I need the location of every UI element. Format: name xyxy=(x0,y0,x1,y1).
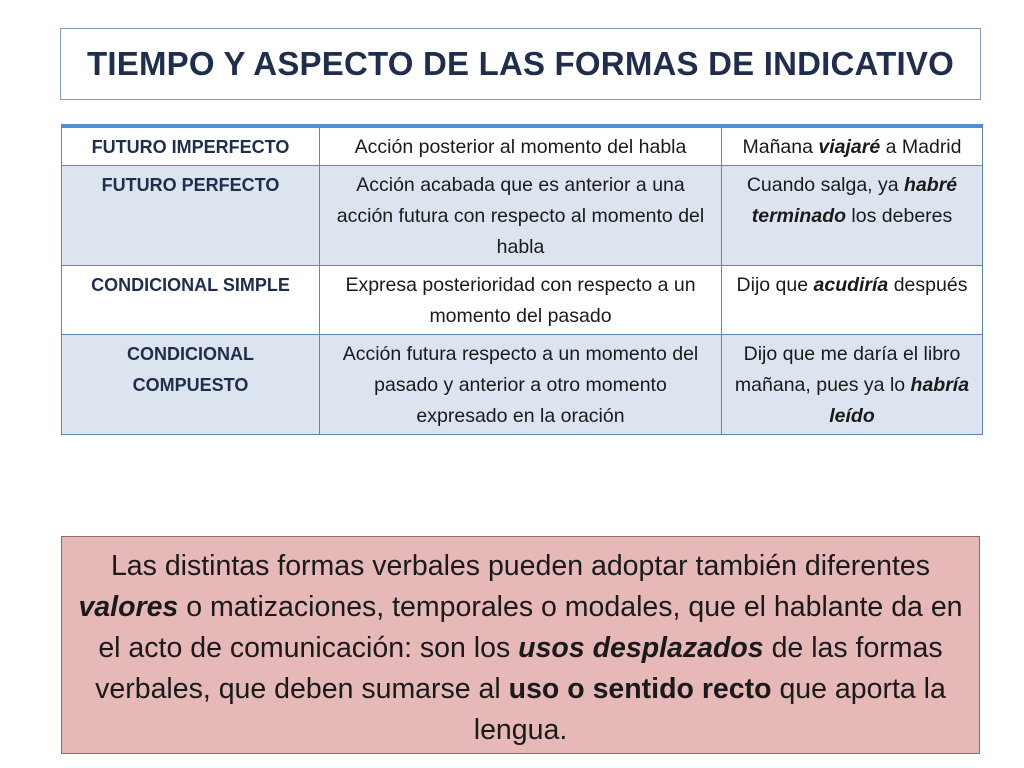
note-text: o matizaciones, temporales o modales, que el hablante da en el acto de comunicación: son los xyxy=(98,591,963,664)
row-example xyxy=(722,335,983,435)
row-description: Acción posterior al momento del habla xyxy=(320,126,722,166)
row-example xyxy=(722,266,983,335)
row-label: FUTURO PERFECTO xyxy=(62,166,320,266)
note-box xyxy=(61,536,980,754)
example-text: Cuando salga, ya xyxy=(746,174,905,196)
example-text: los deberes xyxy=(846,205,953,227)
note-text: de las formas verbales, que deben sumarse al xyxy=(95,632,943,705)
row-description: Expresa posterioridad con respecto a un momento del pasado xyxy=(320,266,722,335)
note-emphasis: valores xyxy=(78,591,179,623)
row-example xyxy=(722,166,983,266)
row-label: CONDICIONAL COMPUESTO xyxy=(62,335,320,435)
example-text: Dijo que xyxy=(736,274,814,296)
example-text: Mañana xyxy=(742,136,819,158)
row-description: Acción futura respecto a un momento del pasado y anterior a otro momento expresado en la oración xyxy=(320,335,722,435)
row-description: Acción acabada que es anterior a una acción futura con respecto al momento del habla xyxy=(320,166,722,266)
example-text: después xyxy=(888,274,968,296)
table-row xyxy=(62,126,983,166)
example-text: Dijo que me daría el libro mañana, pues ya lo xyxy=(734,343,961,396)
example-verb: viajaré xyxy=(818,136,881,158)
table-row xyxy=(62,266,983,335)
note-text: Las distintas formas verbales pueden adoptar también diferentes xyxy=(110,550,931,582)
example-text: a Madrid xyxy=(880,136,962,158)
page-title: TIEMPO Y ASPECTO DE LAS FORMAS DE INDICATIVO xyxy=(87,45,954,82)
note-emphasis: usos desplazados xyxy=(518,632,764,664)
example-verb: habría leído xyxy=(829,374,970,427)
row-label: CONDICIONAL SIMPLE xyxy=(62,266,320,335)
row-label: FUTURO IMPERFECTO xyxy=(62,126,320,166)
row-example xyxy=(722,126,983,166)
note-emphasis: uso o sentido recto xyxy=(508,673,772,705)
verb-forms-table xyxy=(61,124,983,435)
note-text: que aporta la lengua. xyxy=(473,673,946,746)
table-row xyxy=(62,166,983,266)
example-verb: habré terminado xyxy=(751,174,958,227)
title-box xyxy=(60,28,981,100)
example-verb: acudiría xyxy=(813,274,889,296)
table-row xyxy=(62,335,983,435)
